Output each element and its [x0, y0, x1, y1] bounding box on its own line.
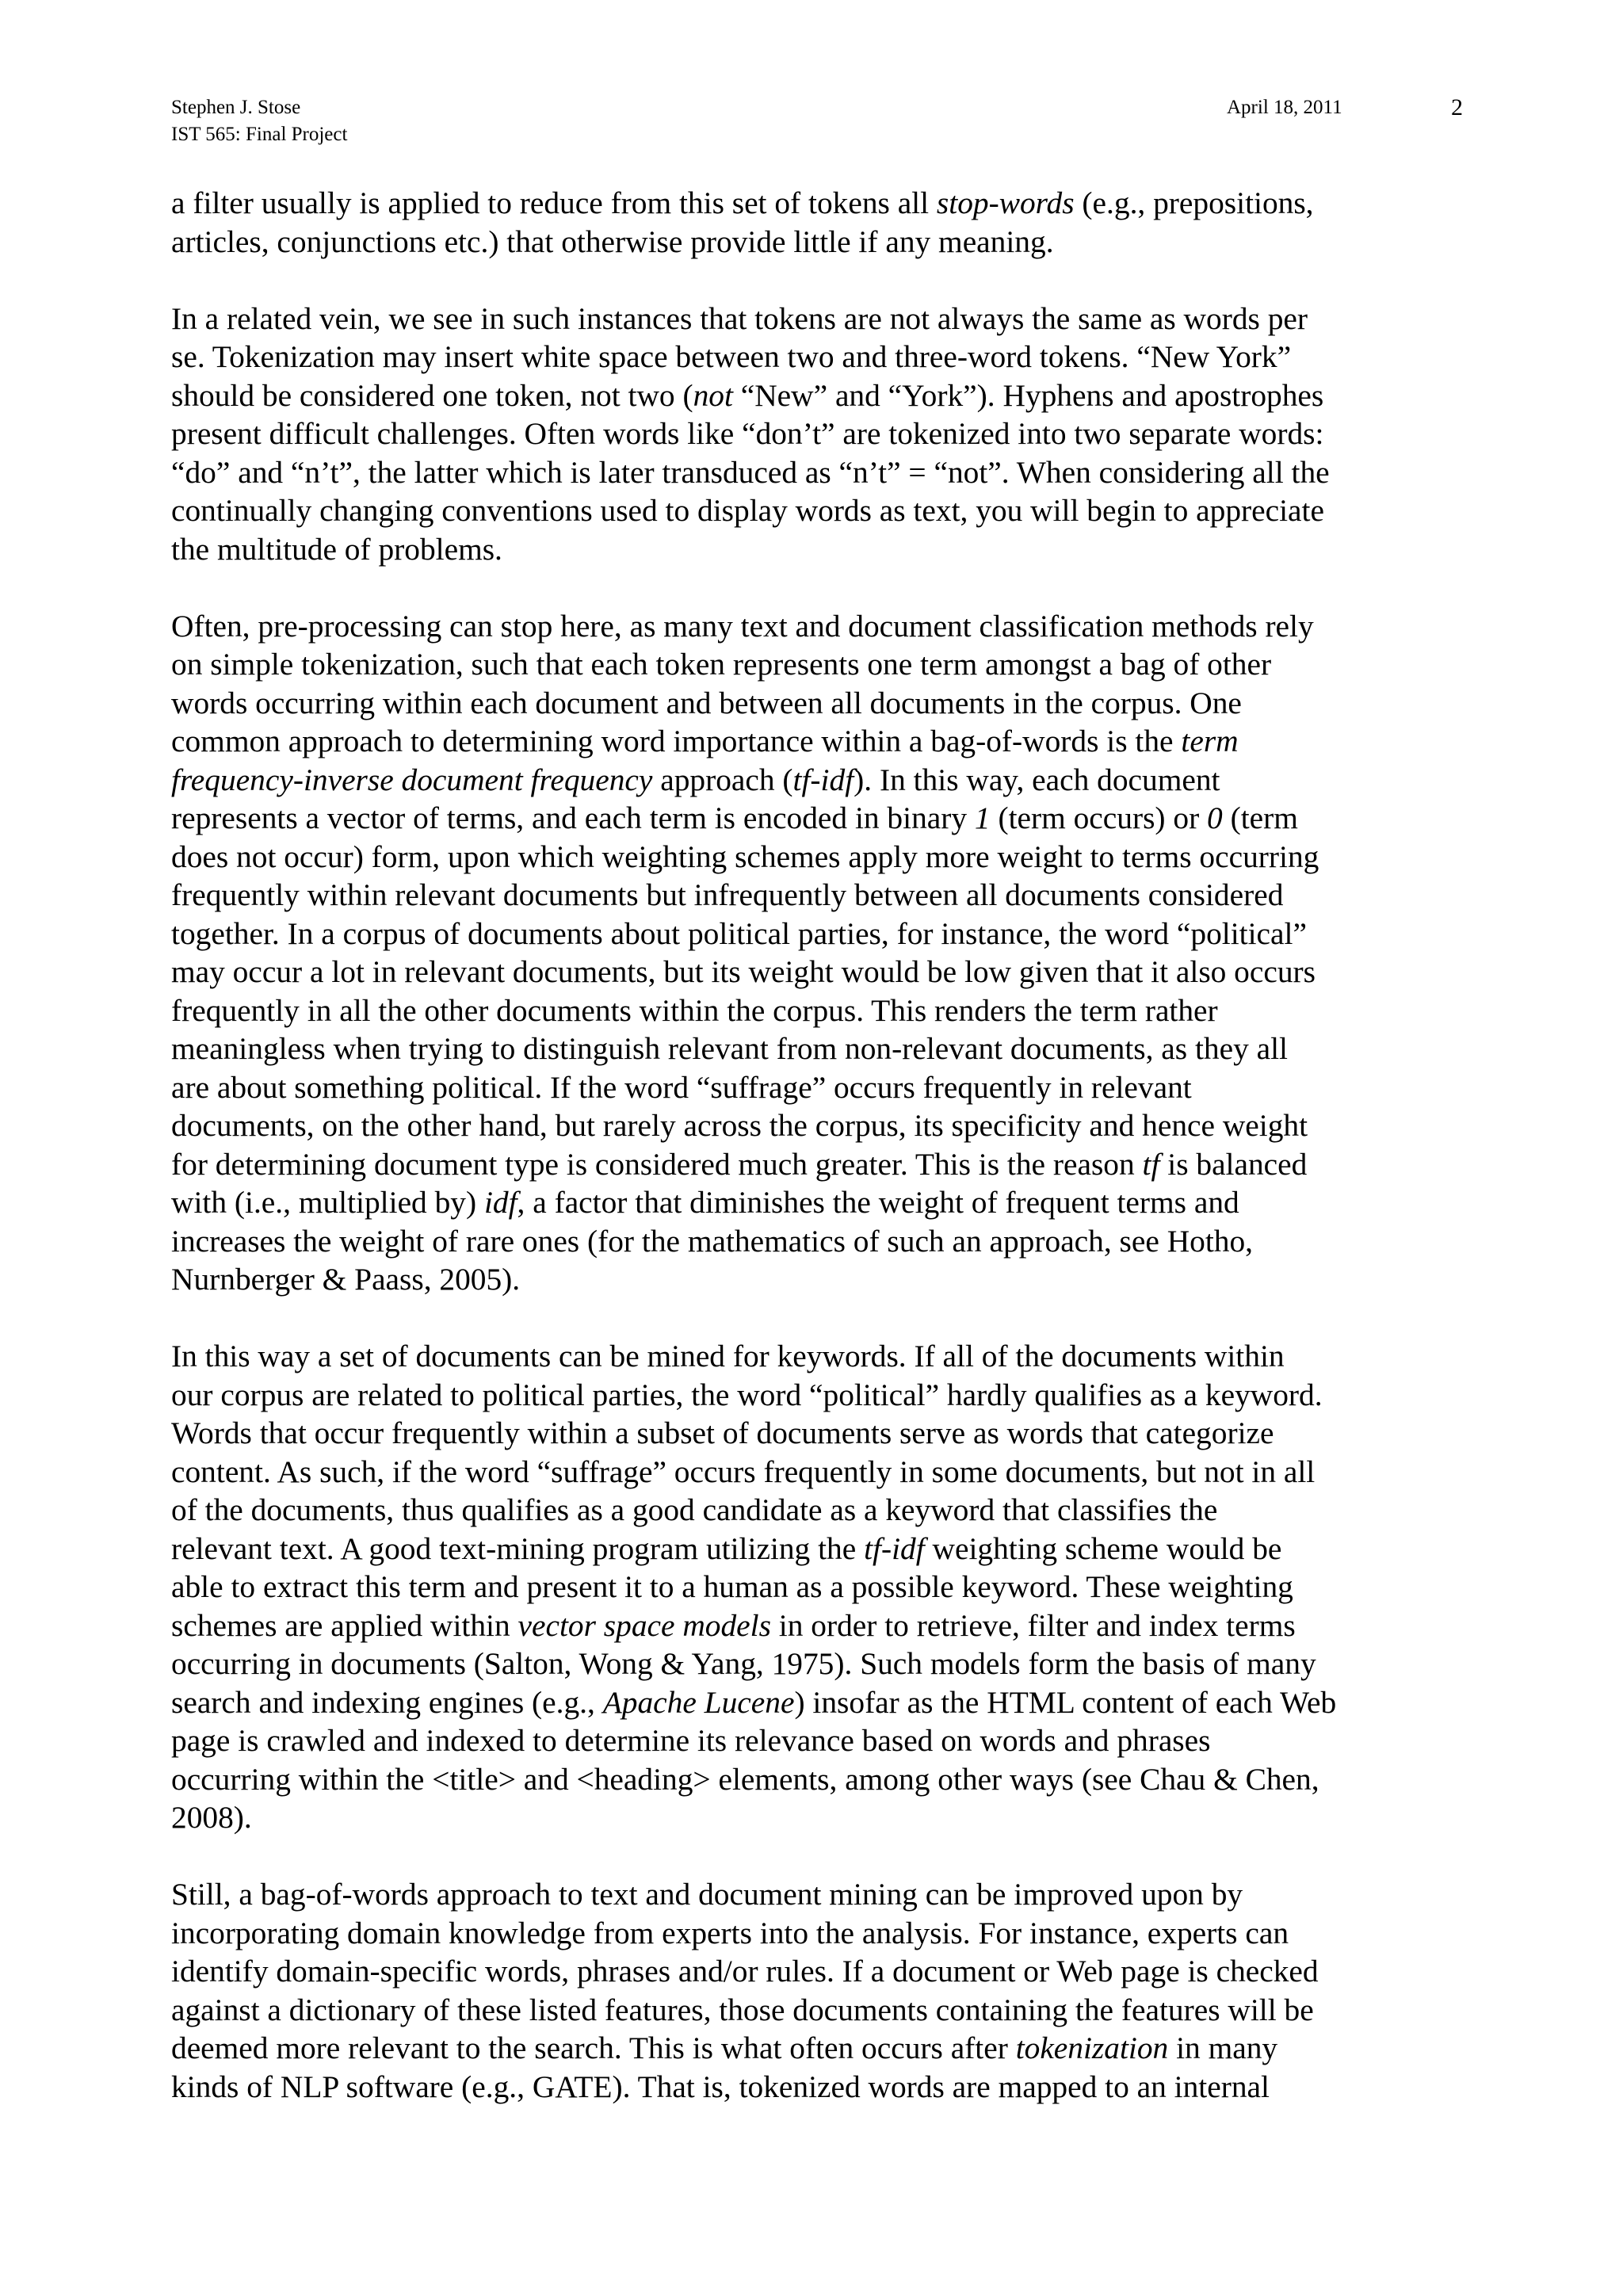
text-line — [171, 1760, 1463, 1799]
italic-text: idf — [483, 1185, 517, 1220]
text-line — [171, 1414, 1463, 1453]
text-line — [171, 415, 1463, 453]
text-line — [171, 1183, 1463, 1222]
text-line — [171, 1875, 1463, 1914]
text-run: meaningless when trying to distinguish relevant from non-relevant documents, as they all — [171, 1031, 1288, 1066]
text-line — [171, 1222, 1463, 1261]
italic-text: tf-idf — [864, 1530, 925, 1566]
text-run: ). In this way, each document — [854, 762, 1220, 797]
text-run: kinds of NLP software (e.g., GATE). That is, tokenized words are mapped to an internal — [171, 2069, 1270, 2104]
text-run: for determining document type is considered much greater. This is the reason — [171, 1146, 1143, 1182]
paragraph — [171, 300, 1463, 569]
italic-text: 0 — [1207, 800, 1223, 835]
text-line — [171, 1914, 1463, 1953]
text-line — [171, 761, 1463, 800]
text-line — [171, 1721, 1463, 1760]
text-run: 2008). — [171, 1800, 252, 1835]
text-run: increases the weight of rare ones (for the mathematics of such an approach, see Hotho, — [171, 1223, 1254, 1259]
italic-text: stop-words — [936, 185, 1075, 220]
text-line — [171, 722, 1463, 761]
text-run: should be considered one token, not two ( — [171, 377, 693, 413]
italic-text: tokenization — [1015, 2030, 1169, 2065]
text-line — [171, 838, 1463, 877]
text-line — [171, 1453, 1463, 1492]
page-header — [171, 95, 1463, 159]
text-run: does not occur) form, upon which weighting schemes apply more weight to terms occurring — [171, 839, 1319, 874]
text-line — [171, 953, 1463, 991]
italic-text: 1 — [974, 800, 991, 835]
text-run: on simple tokenization, such that each token represents one term amongst a bag of other — [171, 647, 1272, 682]
text-run: continually changing conventions used to display words as text, you will begin to appreciate — [171, 493, 1324, 528]
text-run: In a related vein, we see in such instances that tokens are not always the same as words per — [171, 300, 1308, 336]
text-run: (term occurs) or — [990, 800, 1208, 835]
text-line — [171, 223, 1463, 262]
text-run: In this way a set of documents can be mined for keywords. If all of the documents within — [171, 1339, 1285, 1373]
italic-text: Apache Lucene — [602, 1684, 795, 1720]
text-line — [171, 1030, 1463, 1068]
text-run: is balanced — [1159, 1146, 1308, 1182]
text-run: , a factor that diminishes the weight of frequent terms and — [517, 1185, 1239, 1220]
text-line — [171, 1798, 1463, 1837]
text-line — [171, 2029, 1463, 2068]
text-run: relevant text. A good text-mining program utilizing the — [171, 1530, 865, 1566]
text-run: our corpus are related to political parties, the word “political” hardly qualifies as a keyword. — [171, 1377, 1323, 1412]
text-line — [171, 991, 1463, 1030]
text-line — [171, 184, 1463, 223]
text-line — [171, 1491, 1463, 1530]
text-run: search and indexing engines (e.g., — [171, 1684, 603, 1720]
text-run: incorporating domain knowledge from experts into the analysis. For instance, experts can — [171, 1915, 1289, 1950]
text-line — [171, 1568, 1463, 1606]
text-run: “do” and “n’t”, the latter which is later transduced as “n’t” = “not”. When considering all the — [171, 454, 1330, 490]
text-run: are about something political. If the word “suffrage” occurs frequently in relevant — [171, 1069, 1192, 1105]
text-line — [171, 1530, 1463, 1568]
text-line — [171, 1606, 1463, 1645]
text-run: weighting scheme would be — [924, 1530, 1282, 1566]
text-line — [171, 1068, 1463, 1107]
text-run: able to extract this term and present it to a human as a possible keyword. These weighting — [171, 1569, 1293, 1604]
paragraph — [171, 1875, 1463, 2106]
text-line — [171, 491, 1463, 530]
text-run: frequently in all the other documents within the corpus. This renders the term rather — [171, 992, 1218, 1028]
text-line — [171, 1337, 1463, 1376]
text-line — [171, 684, 1463, 723]
text-line — [171, 799, 1463, 838]
text-run: a filter usually is applied to reduce from this set of tokens all — [171, 185, 937, 220]
text-run: with (i.e., multiplied by) — [171, 1185, 484, 1220]
page-number: 2 — [1451, 94, 1463, 120]
text-run: deemed more relevant to the search. This is what often occurs after — [171, 2030, 1016, 2065]
text-line — [171, 915, 1463, 953]
text-run: “New” and “York”). Hyphens and apostrophes — [732, 377, 1324, 413]
text-run: occurring within the <title> and <heading> elements, among other ways (see Chau & Chen, — [171, 1761, 1319, 1797]
text-run: articles, conjunctions etc.) that otherwise provide little if any meaning. — [171, 223, 1054, 259]
text-run: (term — [1222, 800, 1298, 835]
text-run: represents a vector of terms, and each term is encoded in binary — [171, 800, 975, 835]
text-run: se. Tokenization may insert white space between two and three-word tokens. “New York” — [171, 339, 1292, 374]
text-line — [171, 453, 1463, 492]
text-run: may occur a lot in relevant documents, but its weight would be low given that it also occurs — [171, 954, 1316, 989]
text-line — [171, 645, 1463, 684]
text-run: Often, pre-processing can stop here, as many text and document classification methods rely — [171, 608, 1314, 644]
italic-text: tf — [1142, 1146, 1160, 1182]
text-line — [171, 1952, 1463, 1991]
text-run: content. As such, if the word “suffrage” occurs frequently in some documents, but not in all — [171, 1454, 1316, 1489]
course-title: IST 565: Final Project — [171, 124, 348, 145]
italic-text: vector space models — [517, 1607, 771, 1643]
text-run: present difficult challenges. Often words like “don’t” are tokenized into two separate words: — [171, 416, 1324, 451]
text-line — [171, 1683, 1463, 1722]
body-text — [171, 184, 1463, 2145]
text-line — [171, 2068, 1463, 2107]
author-name: Stephen J. Stose — [171, 97, 301, 118]
italic-text: term — [1181, 724, 1239, 758]
text-run: Still, a bag-of-words approach to text and document mining can be improved upon by — [171, 1877, 1243, 1912]
paragraph — [171, 184, 1463, 261]
text-run: ) insofar as the HTML content of each Web — [794, 1684, 1337, 1720]
text-run: in order to retrieve, filter and index terms — [770, 1607, 1296, 1643]
document-date: April 18, 2011 — [1227, 97, 1342, 118]
text-run: documents, on the other hand, but rarely across the corpus, its specificity and hence weight — [171, 1108, 1308, 1143]
text-run: together. In a corpus of documents about political parties, for instance, the word “political” — [171, 915, 1307, 951]
text-line — [171, 1376, 1463, 1415]
text-line — [171, 1645, 1463, 1683]
text-run: page is crawled and indexed to determine its relevance based on words and phrases — [171, 1723, 1211, 1758]
text-run: against a dictionary of these listed features, those documents containing the features will be — [171, 1992, 1314, 2027]
text-run: the multitude of problems. — [171, 531, 502, 567]
paragraph — [171, 1337, 1463, 1837]
italic-text: tf-idf — [792, 762, 854, 797]
italic-text: not — [693, 377, 733, 413]
italic-text: frequency-inverse document frequency — [171, 762, 653, 797]
text-line — [171, 1260, 1463, 1299]
text-run: identify domain-specific words, phrases and/or rules. If a document or Web page is checked — [171, 1954, 1319, 1988]
text-run: occurring in documents (Salton, Wong & Yang, 1975). Such models form the basis of many — [171, 1646, 1316, 1681]
text-run: (e.g., prepositions, — [1074, 185, 1314, 220]
text-line — [171, 300, 1463, 338]
text-line — [171, 1145, 1463, 1184]
text-line — [171, 376, 1463, 415]
text-line — [171, 338, 1463, 376]
text-run: frequently within relevant documents but infrequently between all documents considered — [171, 877, 1284, 912]
text-run: approach ( — [652, 762, 793, 797]
text-run: common approach to determining word importance within a bag-of-words is the — [171, 724, 1182, 758]
text-line — [171, 1106, 1463, 1145]
text-line — [171, 1991, 1463, 2030]
text-run: Nurnberger & Paass, 2005). — [171, 1262, 521, 1297]
text-line — [171, 530, 1463, 569]
text-line — [171, 876, 1463, 915]
text-line — [171, 607, 1463, 646]
text-run: words occurring within each document and between all documents in the corpus. One — [171, 685, 1242, 720]
text-run: in many — [1168, 2030, 1278, 2065]
text-run: of the documents, thus qualifies as a good candidate as a keyword that classifies the — [171, 1492, 1218, 1527]
text-run: schemes are applied within — [171, 1607, 518, 1643]
text-run: Words that occur frequently within a subset of documents serve as words that categorize — [171, 1415, 1274, 1450]
paragraph — [171, 607, 1463, 1299]
